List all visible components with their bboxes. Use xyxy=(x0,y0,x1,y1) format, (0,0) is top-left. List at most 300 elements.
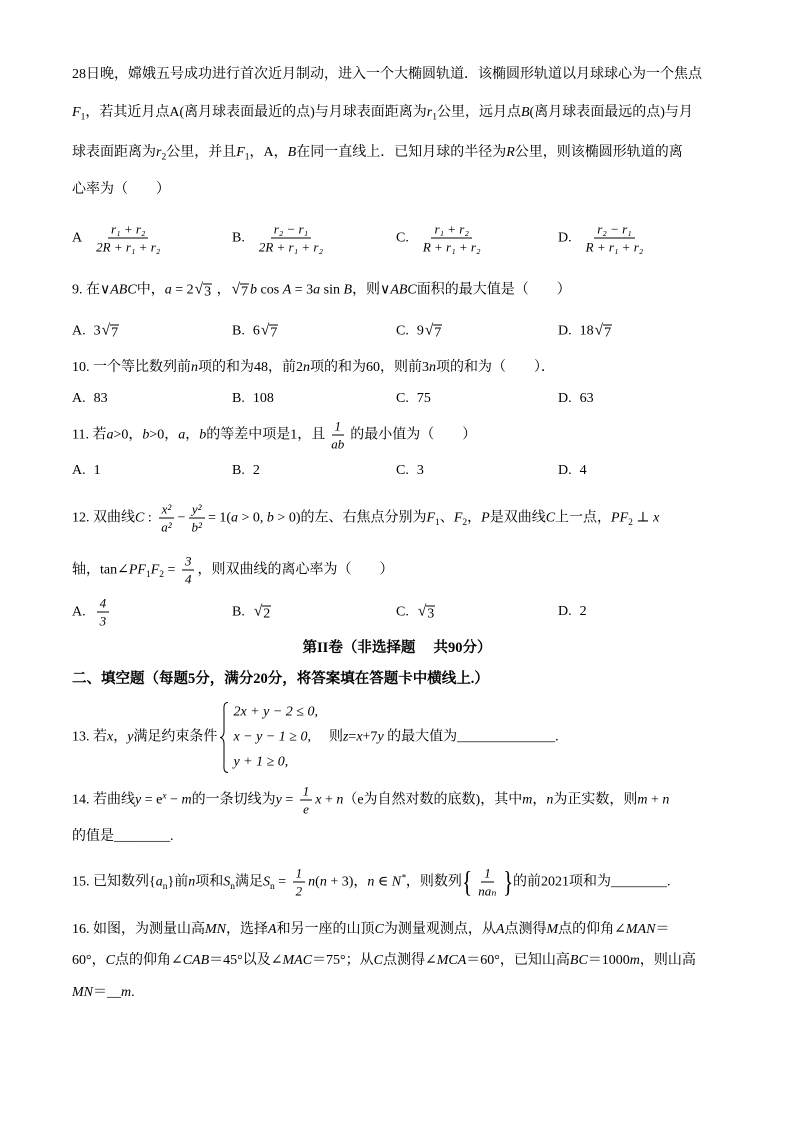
text-run-base: sin xyxy=(320,282,344,297)
text-run-base: 83 xyxy=(93,391,108,406)
text-run-base: 的最大值为______________. xyxy=(383,729,559,744)
option-value xyxy=(253,321,279,342)
text-run xyxy=(322,727,343,747)
option-value xyxy=(94,595,113,630)
text-run xyxy=(72,280,110,300)
text-run xyxy=(580,602,587,622)
question-8-option-b xyxy=(232,221,329,256)
constraint-row: x − y − 1 ≥ 0, xyxy=(233,729,311,745)
text-run xyxy=(166,143,236,163)
text-run-base: 13. 若 xyxy=(72,729,107,744)
text-run xyxy=(515,143,683,163)
text-run-base: 28日晚，嫦娥五号成功进行首次近月制动，进入一个大椭圆轨道．该椭圆形轨道以月球球心为一个焦点 xyxy=(72,67,702,82)
question-16-stem-line xyxy=(72,920,669,940)
math-symbol xyxy=(637,790,647,810)
fraction-numerator: x² xyxy=(159,501,175,519)
question-16-stem-line xyxy=(72,951,696,971)
text-run xyxy=(235,872,263,892)
math-symbol-base: P xyxy=(481,510,490,525)
fraction-denominator: b² xyxy=(191,519,202,535)
fraction-denominator: 4 xyxy=(184,571,192,587)
option-label: A. xyxy=(72,391,86,406)
math-symbol xyxy=(630,951,640,971)
math-symbol xyxy=(205,920,226,940)
subscript: 1 xyxy=(432,112,437,123)
math-symbol xyxy=(308,872,315,892)
text-run xyxy=(253,461,260,481)
fraction-numerator: 1 xyxy=(300,783,313,801)
fraction-denominator: 3 xyxy=(99,613,107,629)
option-value xyxy=(417,461,424,481)
math-symbol xyxy=(481,508,490,528)
question-12-option-d xyxy=(558,602,587,622)
text-run xyxy=(253,389,274,409)
text-run-base: ＝60°，已知山高 xyxy=(466,953,570,968)
option-label: A. xyxy=(72,323,86,338)
math-symbol xyxy=(283,280,292,300)
text-run xyxy=(327,872,368,892)
math-symbol-base: m xyxy=(629,953,640,968)
option-value xyxy=(580,389,594,409)
text-run xyxy=(250,143,288,163)
text-run xyxy=(72,180,170,200)
math-symbol xyxy=(183,951,209,971)
option-value xyxy=(253,389,274,409)
math-symbol-base: PF xyxy=(128,562,146,577)
text-run xyxy=(72,425,106,445)
left-brace-icon xyxy=(219,701,229,773)
math-symbol-base: n xyxy=(546,792,554,807)
option-label: D. xyxy=(558,391,572,406)
math-symbol-base: C xyxy=(105,953,115,968)
question-15-stem xyxy=(72,865,670,900)
text-run xyxy=(113,727,127,747)
radical-sign-icon xyxy=(254,602,262,623)
text-run-base: ，则∨ xyxy=(352,282,391,297)
math-symbol-base: n xyxy=(367,874,375,889)
math-symbol xyxy=(282,951,312,971)
fraction-denominator: R + r₁ + r₂ xyxy=(422,239,481,255)
text-run xyxy=(167,790,182,810)
text-run-base: 108 xyxy=(252,391,274,406)
text-run-base: 63 xyxy=(579,391,594,406)
text-run-base: 16. 如图，为测量山高 xyxy=(72,922,205,937)
text-run-base: 的值是________. xyxy=(72,829,174,844)
text-run-base: >0， xyxy=(149,427,179,442)
math-symbol xyxy=(313,280,320,300)
large-brace: } xyxy=(502,865,513,898)
text-run xyxy=(185,425,199,445)
question-14-stem-line xyxy=(72,827,174,847)
text-run-base: 项的和为48，前2 xyxy=(198,360,303,375)
text-run-base: ＝__ xyxy=(93,985,121,1000)
text-run xyxy=(277,920,375,940)
text-run xyxy=(72,358,191,378)
question-9-option-a xyxy=(72,321,120,342)
fraction xyxy=(97,595,110,630)
fraction xyxy=(158,501,174,536)
text-run xyxy=(72,920,205,940)
text-run-base: 则 xyxy=(321,729,343,744)
subscript: 2 xyxy=(159,569,165,580)
math-symbol-base: PF xyxy=(611,510,629,525)
text-run xyxy=(558,920,626,940)
large-brace: { xyxy=(462,865,473,898)
text-run-base: 9. 在∨ xyxy=(72,282,111,297)
question-9-option-c xyxy=(396,321,443,342)
text-run xyxy=(72,790,135,810)
math-symbol xyxy=(496,920,505,940)
fraction-denominator: 2R + r₁ + r₂ xyxy=(96,239,161,255)
text-run-base: 18 xyxy=(579,323,594,338)
text-run xyxy=(647,790,662,810)
text-run-base: = 1( xyxy=(207,510,232,525)
question-11-option-b xyxy=(232,461,260,481)
option-label: B. xyxy=(232,323,245,338)
math-symbol-base: ABC xyxy=(110,282,137,297)
text-run xyxy=(192,790,276,810)
text-run xyxy=(440,508,454,528)
text-run-base: = e xyxy=(141,792,163,807)
text-run-base: 点的仰角∠ xyxy=(114,953,183,968)
math-symbol-base: A xyxy=(495,922,505,937)
text-run-base: ，若其近月点A(离月球表面最近的点)与月球表面距离为 xyxy=(85,105,427,120)
math-symbol-base: y xyxy=(275,792,282,807)
option-value xyxy=(253,461,260,481)
text-run-base: ， xyxy=(113,729,128,744)
option-value xyxy=(417,602,436,623)
question-9-option-b xyxy=(232,321,279,342)
option-label: B. xyxy=(232,391,245,406)
question-11-option-a xyxy=(72,461,101,481)
math-symbol-base: x xyxy=(653,510,660,525)
text-run xyxy=(131,983,135,1003)
text-run-base: 点的仰角∠ xyxy=(558,922,626,937)
text-run-base: . xyxy=(131,985,135,1000)
square-root xyxy=(232,280,249,301)
math-symbol-base: n xyxy=(308,874,316,889)
math-symbol xyxy=(427,103,437,123)
math-symbol xyxy=(662,790,669,810)
option-label: D. xyxy=(558,230,572,245)
text-run xyxy=(72,143,156,163)
question-10-option-a xyxy=(72,389,108,409)
text-run-base: 点测得 xyxy=(504,922,547,937)
text-run-base: 14. 若曲线 xyxy=(72,792,135,807)
math-symbol xyxy=(570,951,588,971)
question-9-option-d xyxy=(558,321,613,342)
math-symbol-base: y xyxy=(127,729,134,744)
text-run-base: +7 xyxy=(362,729,378,744)
question-16-stem-line xyxy=(72,983,135,1003)
math-symbol-base: m xyxy=(181,792,192,807)
text-run-base: 满足约束条件 xyxy=(133,729,218,744)
text-run xyxy=(580,321,594,341)
text-run xyxy=(72,727,107,747)
fraction xyxy=(583,221,647,256)
text-run xyxy=(178,508,186,528)
text-run-base: 的等差中项是1，且 xyxy=(206,427,326,442)
math-symbol xyxy=(250,280,257,300)
constraint-row: y + 1 ≥ 0, xyxy=(233,754,289,770)
math-symbol xyxy=(129,560,151,580)
text-run-base: 3 xyxy=(93,323,101,338)
text-run-base: ＝45°以及∠ xyxy=(209,953,283,968)
math-symbol-base: CAB xyxy=(182,953,210,968)
text-run-base: 4 xyxy=(579,463,587,478)
question-10-option-d xyxy=(558,389,594,409)
math-symbol xyxy=(367,872,374,892)
subscript: 1 xyxy=(145,569,151,580)
fraction-numerator: r₂ − r₁ xyxy=(594,221,634,239)
text-run-base: = 2 xyxy=(171,282,194,297)
square-root xyxy=(195,280,212,301)
math-symbol xyxy=(156,872,168,892)
text-run xyxy=(640,951,696,971)
option-label: B. xyxy=(232,230,245,245)
math-symbol-base: C xyxy=(373,953,383,968)
text-run-base: > 0)的左、右焦点分别为 xyxy=(273,510,427,525)
math-symbol xyxy=(223,872,235,892)
fraction xyxy=(328,418,347,453)
text-run xyxy=(137,280,165,300)
fraction-numerator: 1 xyxy=(332,418,345,436)
fraction xyxy=(293,865,306,900)
text-run xyxy=(144,508,155,528)
text-run xyxy=(206,425,325,445)
math-symbol-base: r xyxy=(156,145,162,160)
radicand: 7 xyxy=(270,325,278,341)
question-14-stem-line xyxy=(72,783,669,818)
math-symbol-base: n xyxy=(188,874,196,889)
text-run-base: ，A， xyxy=(249,145,288,160)
radical-sign-icon xyxy=(195,280,203,301)
text-run xyxy=(532,790,546,810)
brace-stroke xyxy=(220,702,228,772)
text-run xyxy=(208,508,231,528)
option-value xyxy=(90,221,166,256)
text-run-base: 为正实数，则 xyxy=(553,792,638,807)
text-run xyxy=(72,65,702,85)
math-symbol xyxy=(191,358,198,378)
radical-sign-icon xyxy=(261,321,269,342)
math-symbol xyxy=(151,560,164,580)
fraction-numerator: r₁ + r₂ xyxy=(108,221,148,239)
math-symbol xyxy=(72,983,93,1003)
math-symbol-base: S xyxy=(223,874,231,889)
text-run xyxy=(374,872,391,892)
text-run-base: ，则双曲线的离心率为（ ） xyxy=(197,562,394,577)
math-symbol-base: m xyxy=(121,985,132,1000)
text-run-base: 项的和为（ ）． xyxy=(436,360,555,375)
fraction xyxy=(93,221,163,256)
constraint-list xyxy=(233,700,318,775)
radical-sign-icon xyxy=(232,280,240,301)
math-symbol xyxy=(121,983,131,1003)
text-run xyxy=(363,727,378,747)
math-symbol xyxy=(506,143,515,163)
math-symbol-base: M xyxy=(546,922,559,937)
fraction-numerator: y² xyxy=(189,501,205,519)
text-run xyxy=(168,872,189,892)
math-symbol-base: F xyxy=(453,510,463,525)
question-8-stem-line xyxy=(72,103,693,123)
math-symbol xyxy=(546,508,555,528)
option-value xyxy=(253,221,329,256)
text-run xyxy=(149,425,178,445)
text-run-base: (离月球表面最远的点)与月 xyxy=(529,105,693,120)
text-run-base: ，则山高 xyxy=(639,953,696,968)
subscript: 2 xyxy=(628,517,633,528)
text-run xyxy=(504,920,546,940)
math-symbol-base: n xyxy=(191,360,198,375)
text-run xyxy=(490,508,546,528)
constraint-system xyxy=(219,700,318,775)
text-run xyxy=(226,920,268,940)
math-symbol-base: n xyxy=(319,874,327,889)
math-symbol-base: n xyxy=(662,792,670,807)
math-symbol xyxy=(178,425,185,445)
math-symbol xyxy=(199,425,206,445)
math-symbol xyxy=(135,508,144,528)
text-run-base: 项的和为60，则前3 xyxy=(310,360,429,375)
question-8-stem-line xyxy=(72,180,170,200)
math-symbol-base: B xyxy=(343,282,353,297)
text-run xyxy=(417,389,431,409)
superscript: x xyxy=(162,790,167,801)
option-value xyxy=(417,389,431,409)
option-label: D. xyxy=(558,463,572,478)
fraction xyxy=(182,553,195,588)
math-symbol xyxy=(626,920,656,940)
text-run xyxy=(580,389,594,409)
text-run-base: 面积的最大值是（ ） xyxy=(416,282,571,297)
subscript: 1 xyxy=(244,152,250,163)
text-run-base: 项和 xyxy=(195,874,224,889)
math-symbol-base: x xyxy=(107,729,114,744)
option-value xyxy=(417,321,443,342)
fraction-denominator: ab xyxy=(331,436,345,452)
math-symbol-base: b xyxy=(142,427,150,442)
text-run xyxy=(437,103,521,123)
radicand: 7 xyxy=(604,325,612,341)
text-run xyxy=(94,389,108,409)
text-run xyxy=(467,508,481,528)
text-run xyxy=(553,790,637,810)
option-label: D. xyxy=(558,604,572,619)
math-symbol-base: C xyxy=(545,510,556,525)
math-symbol-base: m xyxy=(637,792,648,807)
math-symbol xyxy=(106,425,113,445)
math-symbol-base: MCA xyxy=(436,953,467,968)
math-symbol xyxy=(546,790,553,810)
radical-sign-icon xyxy=(102,321,110,342)
text-run-base: 点测得∠ xyxy=(383,953,437,968)
fraction xyxy=(256,221,326,256)
radicand: 7 xyxy=(241,284,249,300)
radical-sign-icon xyxy=(425,321,433,342)
radicand: 3 xyxy=(204,284,212,300)
text-run xyxy=(282,790,297,810)
math-symbol-base: a xyxy=(178,427,186,442)
option-label: C. xyxy=(396,604,409,619)
text-run xyxy=(312,951,374,971)
math-symbol-base: A xyxy=(268,922,277,937)
fraction xyxy=(300,783,313,818)
text-run xyxy=(253,321,260,341)
text-run-base: + xyxy=(647,792,663,807)
text-run-base: 满足 xyxy=(235,874,263,889)
option-value xyxy=(94,389,108,409)
text-run-base: 心率为（ ） xyxy=(72,182,170,197)
text-run xyxy=(209,951,282,971)
text-run xyxy=(198,358,303,378)
math-symbol-base: a xyxy=(164,282,172,297)
square-root xyxy=(261,321,278,342)
math-symbol-base: MN xyxy=(72,985,93,1000)
math-symbol xyxy=(288,143,297,163)
text-run-base: 11. 若 xyxy=(72,427,107,442)
option-value xyxy=(580,461,587,481)
text-run xyxy=(72,508,135,528)
text-run-base: cos xyxy=(257,282,283,297)
text-run xyxy=(320,280,343,300)
square-root xyxy=(595,321,612,342)
option-label: A. xyxy=(72,604,86,619)
question-8-option-d xyxy=(558,221,649,256)
text-run-base: 公里，则该椭圆形轨道的离 xyxy=(514,145,683,160)
math-symbol-base: y xyxy=(377,729,384,744)
text-run-base: ， xyxy=(185,427,200,442)
question-10-option-c xyxy=(396,389,431,409)
math-symbol-base: MAN xyxy=(625,922,656,937)
option-value xyxy=(253,602,272,623)
text-run-base: : xyxy=(144,510,156,525)
text-run xyxy=(72,951,106,971)
math-symbol-base: N xyxy=(391,874,402,889)
fraction-numerator: 3 xyxy=(182,553,195,571)
fraction-numerator: r₁ + r₂ xyxy=(431,221,471,239)
text-run xyxy=(383,951,437,971)
math-symbol xyxy=(429,358,436,378)
radicand: 2 xyxy=(263,606,271,622)
constraint-row: 2x + y − 2 ≤ 0, xyxy=(233,704,318,720)
math-symbol-base: R xyxy=(506,145,515,160)
math-symbol xyxy=(390,280,416,300)
text-run xyxy=(275,872,290,892)
math-symbol-base: b xyxy=(266,510,274,525)
math-symbol xyxy=(268,920,277,940)
text-run xyxy=(113,425,142,445)
text-run xyxy=(343,790,522,810)
text-run xyxy=(94,321,101,341)
math-symbol-base: F xyxy=(236,145,245,160)
math-symbol-base: x xyxy=(356,729,363,744)
text-run-base: 15. 已知数列{ xyxy=(72,874,156,889)
text-run-base: ＝ xyxy=(655,922,670,937)
text-run xyxy=(213,280,231,300)
math-symbol xyxy=(110,280,136,300)
text-run-base: ( xyxy=(315,874,320,889)
math-symbol xyxy=(336,790,343,810)
text-run xyxy=(466,951,570,971)
question-11-option-c xyxy=(396,461,424,481)
math-symbol xyxy=(653,508,659,528)
text-run xyxy=(530,103,693,123)
text-run xyxy=(310,358,429,378)
math-symbol-base: S xyxy=(263,874,270,889)
math-symbol xyxy=(454,508,467,528)
